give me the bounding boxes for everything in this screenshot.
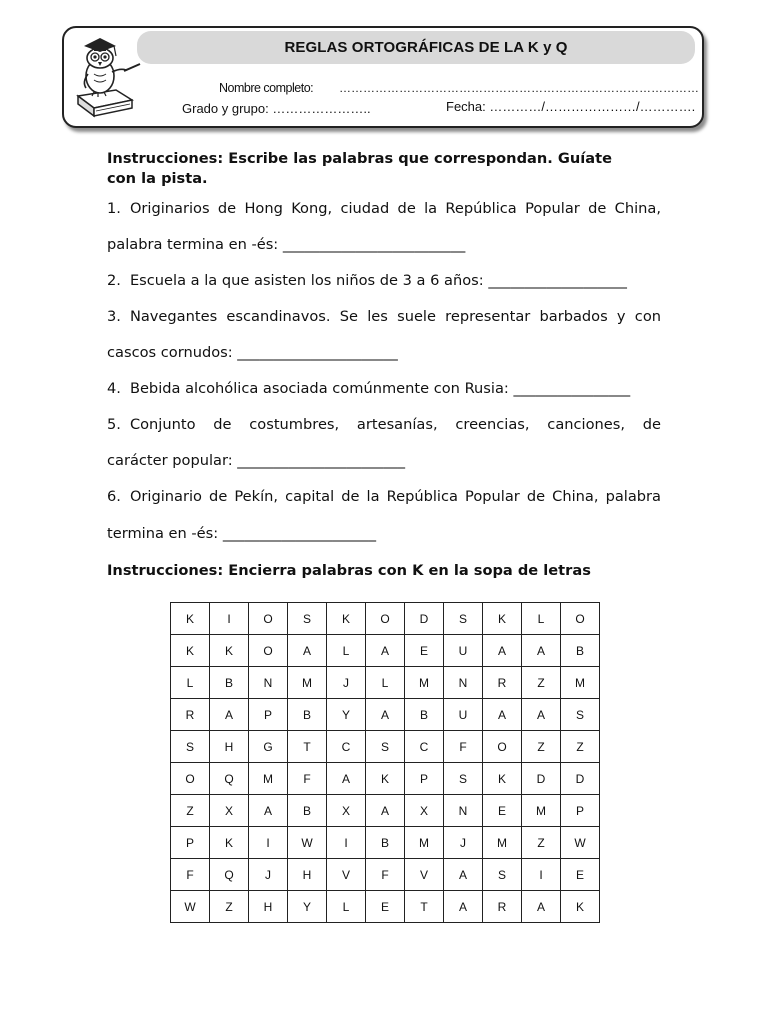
grid-cell[interactable]: R [483,667,522,699]
grid-cell[interactable]: A [483,635,522,667]
grid-cell[interactable]: B [366,827,405,859]
grid-cell[interactable]: N [444,667,483,699]
question-5-line-2[interactable]: carácter popular: _______________________ [107,452,406,469]
question-1-line-1: 1. Originarios de Hong Kong, ciudad de la República Popular de China, [107,200,661,217]
grid-cell[interactable]: X [210,795,249,827]
grid-cell[interactable]: B [288,795,327,827]
grid-cell[interactable]: F [366,859,405,891]
grid-cell[interactable]: Z [171,795,210,827]
grid-cell[interactable]: D [561,763,600,795]
question-6-line-2[interactable]: termina en -és: _____________________ [107,525,377,542]
grid-cell[interactable]: V [405,859,444,891]
question-3-line-1: 3. Navegantes escandinavos. Se les suele representar barbados y con [107,308,661,325]
grade-field[interactable]: Grado y grupo: ………………….. [182,101,371,116]
grid-cell[interactable]: X [405,795,444,827]
grid-cell[interactable]: Y [327,699,366,731]
grid-cell[interactable]: O [483,731,522,763]
grid-cell[interactable]: M [561,667,600,699]
instructions-2: Instrucciones: Encierra palabras con K en la sopa de letras [107,562,591,579]
grid-cell[interactable]: D [405,603,444,635]
grid-row [171,827,600,859]
grid-cell[interactable]: C [405,731,444,763]
grid-cell[interactable]: T [288,731,327,763]
grid-cell[interactable]: L [522,603,561,635]
grid-cell[interactable]: E [405,635,444,667]
grid-cell[interactable]: H [249,891,288,923]
question-1-line-2[interactable]: palabra termina en -és: _________________________ [107,236,466,253]
grid-cell[interactable]: O [249,603,288,635]
grid-cell[interactable]: K [327,603,366,635]
grid-cell[interactable]: J [444,827,483,859]
grid-cell[interactable]: Z [522,667,561,699]
grid-row [171,859,600,891]
grid-cell[interactable]: X [327,795,366,827]
grid-cell[interactable]: B [288,699,327,731]
grid-cell[interactable]: A [366,699,405,731]
grid-cell[interactable]: V [327,859,366,891]
grid-cell[interactable]: W [171,891,210,923]
grid-cell[interactable]: O [561,603,600,635]
grid-cell[interactable]: K [210,827,249,859]
instructions-1: Instrucciones: Escribe las palabras que correspondan. Guíate con la pista. [107,150,612,187]
grid-cell[interactable]: J [327,667,366,699]
grid-cell[interactable]: L [366,667,405,699]
grid-cell[interactable]: K [171,635,210,667]
grid-row [171,891,600,923]
grid-cell[interactable]: R [171,699,210,731]
grid-cell[interactable]: H [210,731,249,763]
grid-cell[interactable]: Y [288,891,327,923]
grid-row [171,763,600,795]
grid-cell[interactable]: M [405,827,444,859]
grid-cell[interactable]: B [561,635,600,667]
grid-row [171,635,600,667]
grid-cell[interactable]: W [288,827,327,859]
grid-cell[interactable]: L [327,891,366,923]
grid-cell[interactable]: L [327,635,366,667]
grid-cell[interactable]: A [366,635,405,667]
grid-cell[interactable]: G [249,731,288,763]
grid-cell[interactable]: P [171,827,210,859]
grid-cell[interactable]: P [405,763,444,795]
grid-cell[interactable]: I [249,827,288,859]
grid-row [171,603,600,635]
grid-cell[interactable]: O [171,763,210,795]
grid-cell[interactable]: K [483,763,522,795]
question-3-line-2[interactable]: cascos cornudos: ______________________ [107,344,398,361]
grid-cell[interactable]: D [522,763,561,795]
grid-cell[interactable]: L [171,667,210,699]
grid-cell[interactable]: O [366,603,405,635]
word-search-grid [170,602,600,923]
grid-cell[interactable]: Q [210,859,249,891]
grid-row [171,795,600,827]
grid-cell[interactable]: Z [522,827,561,859]
grid-cell[interactable]: F [288,763,327,795]
worksheet-title: REGLAS ORTOGRÁFICAS DE LA K y Q [137,31,695,64]
grid-cell[interactable]: Z [210,891,249,923]
grid-cell[interactable]: A [483,699,522,731]
grid-cell[interactable]: M [249,763,288,795]
grid-cell[interactable]: B [210,667,249,699]
grid-cell[interactable]: A [444,891,483,923]
grid-cell[interactable]: K [171,603,210,635]
grid-cell[interactable]: I [327,827,366,859]
grid-cell[interactable]: I [210,603,249,635]
grid-cell[interactable]: M [405,667,444,699]
grid-cell[interactable]: N [249,667,288,699]
grid-cell[interactable]: N [444,795,483,827]
question-4[interactable]: 4. Bebida alcohólica asociada comúnmente con Rusia: ________________ [107,380,631,397]
question-5-line-1: 5. Conjunto de costumbres, artesanías, creencias, canciones, de [107,416,661,433]
grid-cell[interactable]: R [483,891,522,923]
grid-cell[interactable]: A [522,635,561,667]
grid-cell[interactable]: H [288,859,327,891]
grid-cell[interactable]: S [288,603,327,635]
grid-cell[interactable]: M [522,795,561,827]
grid-cell[interactable]: O [249,635,288,667]
grid-cell[interactable]: K [483,603,522,635]
grid-cell[interactable]: M [288,667,327,699]
grid-cell[interactable]: A [210,699,249,731]
name-field-dots[interactable]: ……………………………………………………………………………… [339,81,699,95]
grid-cell[interactable]: A [327,763,366,795]
owl-teacher-on-books-icon [70,34,142,120]
grid-cell[interactable]: I [522,859,561,891]
grid-cell[interactable]: T [405,891,444,923]
grid-cell[interactable]: U [444,699,483,731]
grid-cell[interactable]: A [366,795,405,827]
grid-cell[interactable]: W [561,827,600,859]
grid-row [171,731,600,763]
grid-cell[interactable]: A [522,891,561,923]
grid-cell[interactable]: S [483,859,522,891]
grid-cell[interactable]: B [405,699,444,731]
grid-cell[interactable]: S [366,731,405,763]
grid-cell[interactable]: J [249,859,288,891]
grid-cell[interactable]: Q [210,763,249,795]
grid-cell[interactable]: Z [561,731,600,763]
grid-cell[interactable]: F [171,859,210,891]
grid-cell[interactable]: K [210,635,249,667]
grid-cell[interactable]: P [249,699,288,731]
grid-cell[interactable]: E [366,891,405,923]
grid-cell[interactable]: U [444,635,483,667]
grid-cell[interactable]: P [561,795,600,827]
name-field-label: Nombre completo: [219,81,314,95]
grid-row [171,667,600,699]
grid-cell[interactable]: S [444,763,483,795]
grid-cell[interactable]: K [561,891,600,923]
grid-cell[interactable]: A [444,859,483,891]
grid-cell[interactable]: C [327,731,366,763]
grid-cell[interactable]: A [288,635,327,667]
grid-cell[interactable]: F [444,731,483,763]
grid-cell[interactable]: S [561,699,600,731]
grid-cell[interactable]: E [561,859,600,891]
grid-cell[interactable]: S [444,603,483,635]
grid-cell[interactable]: Z [522,731,561,763]
grid-cell[interactable]: S [171,731,210,763]
grid-cell[interactable]: M [483,827,522,859]
grid-cell[interactable]: A [249,795,288,827]
question-2[interactable]: 2. Escuela a la que asisten los niños de 3 a 6 años: ___________________ [107,272,627,289]
grid-cell[interactable]: E [483,795,522,827]
date-field[interactable]: Fecha: …………/…………………/…………. [446,99,696,114]
grid-cell[interactable]: K [366,763,405,795]
grid-cell[interactable]: A [522,699,561,731]
question-6-line-1: 6. Originario de Pekín, capital de la República Popular de China, palabra [107,488,661,505]
grid-row [171,699,600,731]
